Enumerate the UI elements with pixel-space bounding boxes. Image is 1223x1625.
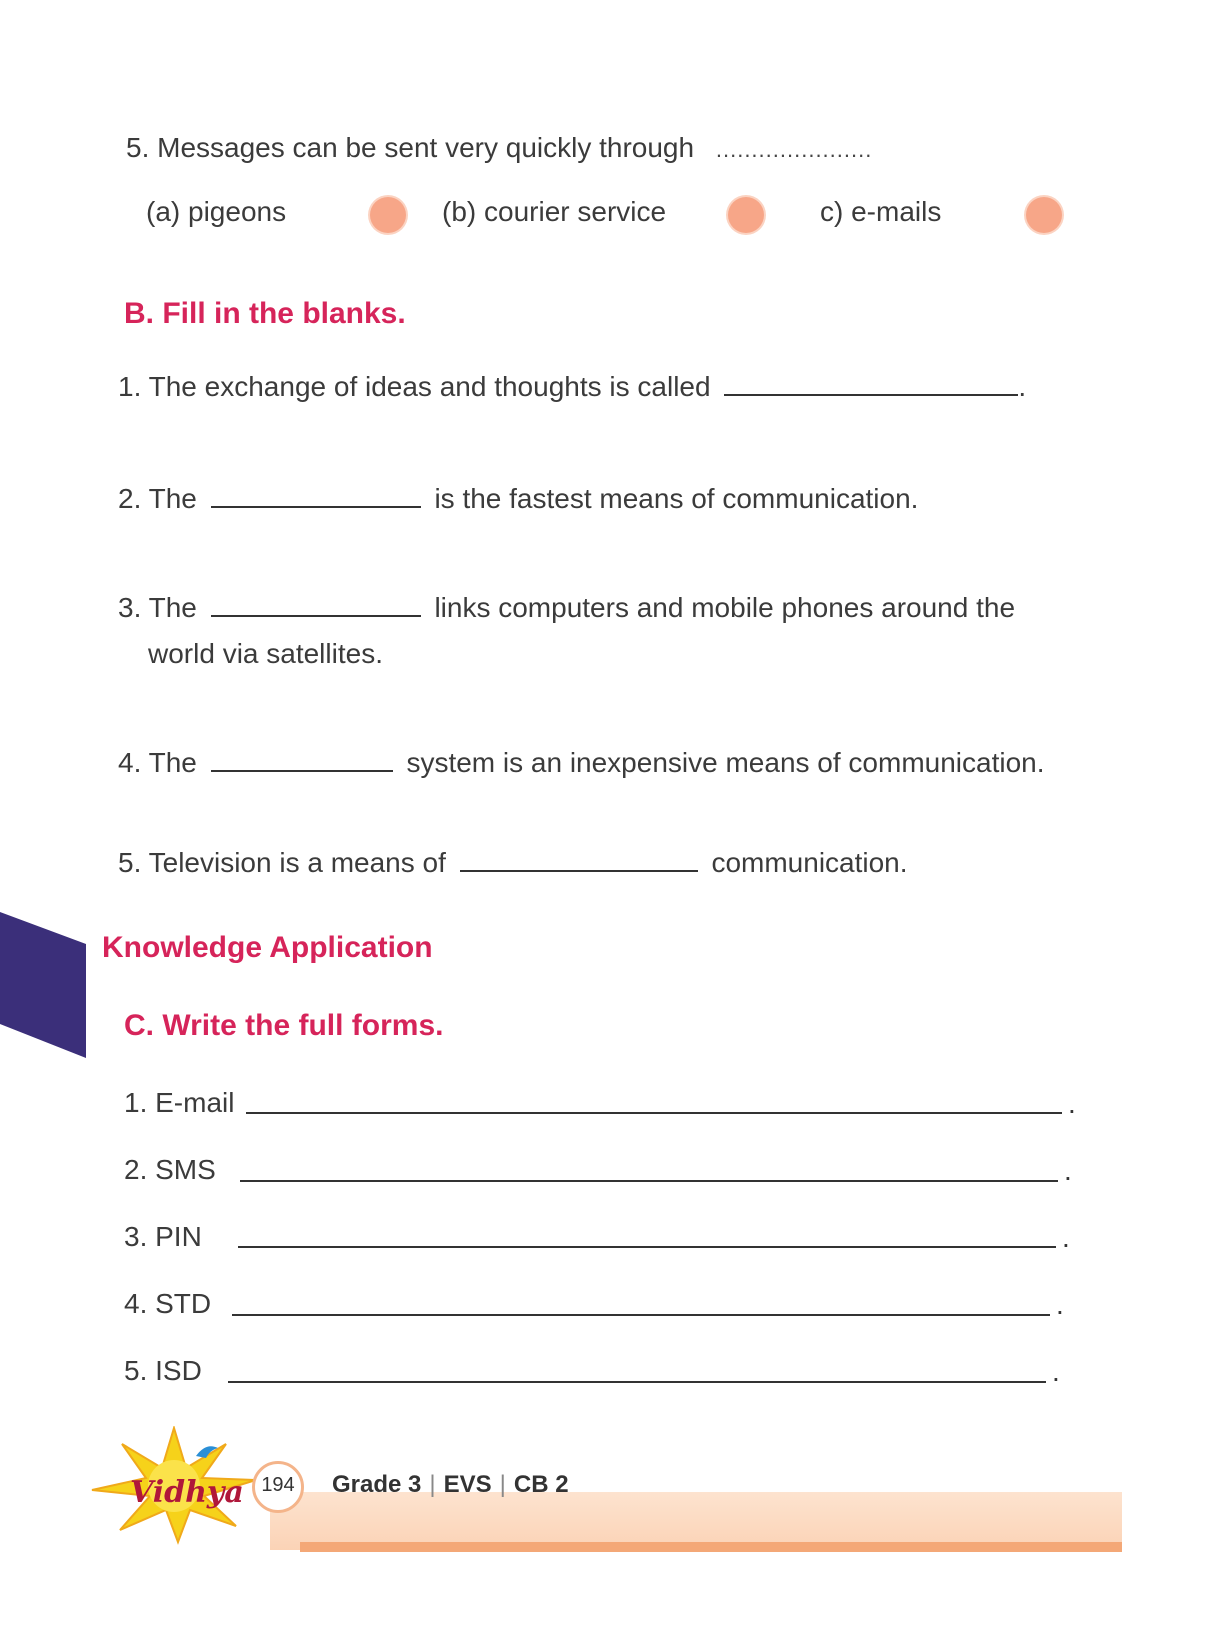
footer-title (332, 1471, 569, 1499)
footer-subject: EVS (443, 1471, 492, 1498)
fill-blank-2-answer[interactable] (211, 478, 421, 508)
fill-blank-5 (118, 842, 908, 879)
full-form-3-period: . (1062, 1222, 1070, 1253)
section-c-heading: C. Write the full forms. (124, 1009, 444, 1042)
fill-blank-1-answer[interactable] (724, 366, 1018, 396)
fill-blank-2-text: 2. The (118, 483, 197, 514)
vidhya-logo (86, 1426, 262, 1546)
footer-separator-1: | (429, 1471, 436, 1498)
side-tab-shape (0, 912, 90, 1060)
full-form-1-answer-line[interactable] (246, 1112, 1062, 1114)
full-form-5-answer-line[interactable] (228, 1381, 1046, 1383)
fill-blank-1 (118, 366, 1026, 403)
full-form-2-period: . (1064, 1155, 1072, 1186)
full-form-2-label: 2. SMS (124, 1154, 216, 1185)
fill-blank-4-text: 4. The (118, 747, 197, 778)
full-form-5-label: 5. ISD (124, 1355, 202, 1386)
fill-blank-2 (118, 478, 918, 515)
fill-blank-3-line2: world via satellites. (148, 638, 383, 669)
vidhya-logo-text: Vidhya (130, 1475, 244, 1510)
fill-blank-3-end: links computers and mobile phones around the (434, 592, 1016, 623)
mcq-answer-dots: ...................... (715, 137, 873, 162)
mcq-question-text: 5. Messages can be sent very quickly through (126, 132, 695, 163)
option-b-bubble[interactable] (728, 197, 764, 233)
fill-blank-4-answer[interactable] (211, 742, 393, 772)
footer-book: CB 2 (513, 1471, 569, 1498)
full-form-4-answer-line[interactable] (232, 1314, 1050, 1316)
full-form-5-period: . (1052, 1356, 1060, 1387)
option-c-label: c) e-mails (820, 196, 942, 227)
fill-blank-1-end: . (1018, 371, 1027, 402)
option-c-bubble[interactable] (1026, 197, 1062, 233)
fill-blank-5-end: communication. (711, 847, 908, 878)
fill-blank-4 (118, 742, 1045, 779)
footer-separator-2: | (499, 1471, 506, 1498)
fill-blank-2-end: is the fastest means of communication. (434, 483, 919, 514)
option-a-label: (a) pigeons (146, 196, 287, 227)
full-form-3-label: 3. PIN (124, 1221, 202, 1252)
fill-blank-4-end: system is an inexpensive means of communication. (406, 747, 1045, 778)
fill-blank-3-answer[interactable] (211, 587, 421, 617)
knowledge-application-heading: Knowledge Application (102, 931, 433, 964)
page-number: 194 (261, 1474, 295, 1496)
fill-blank-1-text: 1. The exchange of ideas and thoughts is called (118, 371, 711, 402)
fill-blank-5-text: 5. Television is a means of (118, 847, 446, 878)
full-form-4-period: . (1056, 1289, 1064, 1320)
option-b-label: (b) courier service (442, 196, 667, 227)
mcq-question (126, 132, 872, 164)
footer-grade: Grade 3 (332, 1471, 422, 1498)
fill-blank-5-answer[interactable] (460, 842, 698, 872)
full-form-1-period: . (1068, 1088, 1076, 1119)
fill-blank-3 (118, 587, 1015, 624)
full-form-4-label: 4. STD (124, 1288, 212, 1319)
full-form-1-label: 1. E-mail (124, 1087, 235, 1118)
section-b-heading: B. Fill in the blanks. (124, 297, 406, 330)
full-form-3-answer-line[interactable] (238, 1246, 1056, 1248)
option-a-bubble[interactable] (370, 197, 406, 233)
fill-blank-3-text: 3. The (118, 592, 197, 623)
footer-accent-bar (300, 1542, 1122, 1552)
full-form-2-answer-line[interactable] (240, 1180, 1058, 1182)
